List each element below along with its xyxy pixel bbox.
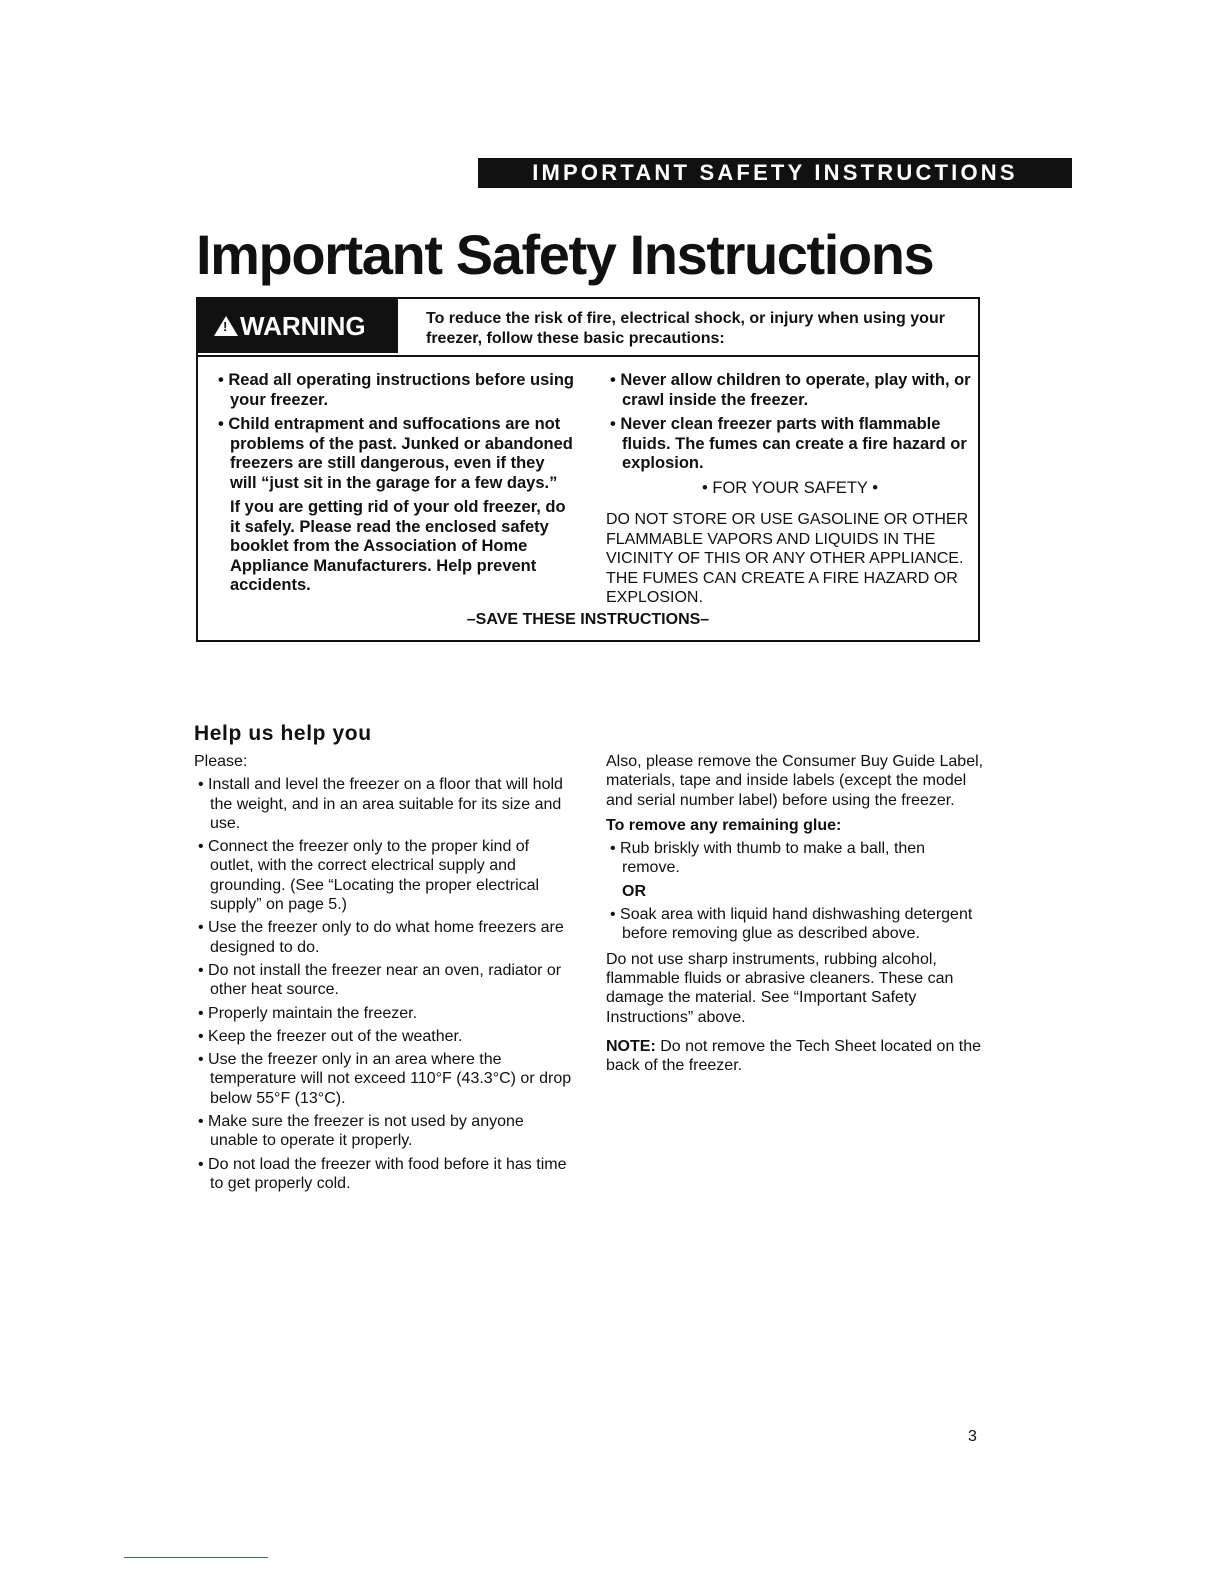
help-item: • Properly maintain the freezer.	[198, 1004, 418, 1022]
warning-label-text: WARNING	[240, 311, 366, 341]
page-number: 3	[968, 1428, 977, 1445]
help-item: • Do not load the freezer with food before it has time to get properly cold.	[198, 1155, 567, 1192]
warning-header	[198, 299, 978, 357]
warning-item: • Never clean freezer parts with flammable fluids. The fumes can create a fire hazard or explosion.	[610, 415, 967, 472]
warning-left-column	[214, 371, 574, 601]
glue-item: • Rub briskly with thumb to make a ball, then remove.	[610, 840, 926, 877]
warning-label	[198, 299, 398, 353]
footer-rule	[124, 1557, 268, 1558]
warning-box	[196, 297, 980, 642]
help-item: • Use the freezer only to do what home freezers are designed to do.	[198, 919, 564, 956]
section-header-bar: IMPORTANT SAFETY INSTRUCTIONS	[478, 158, 1072, 188]
note-text: Do not remove the Tech Sheet located on the back of the freezer.	[606, 1037, 982, 1075]
caution-text: Do not use sharp instruments, rubbing alcohol, flammable fluids or abrasive cleaners. These can damage the material. See “Important Safety Instructions” above.	[606, 950, 954, 1026]
help-item: • Connect the freezer only to the proper kind of outlet, with the correct electrical supply and grounding. (See “Locating the proper electrical supply” on page 5.)	[198, 838, 540, 914]
help-item: • Make sure the freezer is not used by anyone unable to operate it properly.	[198, 1113, 524, 1150]
save-instructions-line: –SAVE THESE INSTRUCTIONS–	[466, 611, 710, 628]
or-label: OR	[622, 882, 646, 900]
warning-item: • Child entrapment and suffocations are not problems of the past. Junked or abandoned freezers are still dangerous, even if they will “just sit in the garage for a few days.”	[218, 415, 573, 492]
warning-item: • Read all operating instructions before using your freezer.	[218, 371, 574, 409]
note-paragraph	[606, 1037, 986, 1076]
help-heading: Help us help you	[194, 722, 372, 745]
remove-labels-text: Also, please remove the Consumer Buy Guide Label, materials, tape and inside labels (except the model and serial number label) before using the freezer.	[606, 753, 984, 809]
help-left-column	[194, 752, 574, 1197]
help-item: • Do not install the freezer near an oven, radiator or other heat source.	[198, 961, 562, 999]
help-item: • Keep the freezer out of the weather.	[198, 1027, 463, 1045]
glue-item: • Soak area with liquid hand dishwashing detergent before removing glue as described above.	[610, 906, 973, 943]
help-item: • Use the freezer only in an area where the temperature will not exceed 110°F (43.3°C) or drop below 55°F (13°C).	[198, 1051, 572, 1107]
for-your-safety-text: DO NOT STORE OR USE GASOLINE OR OTHER FLAMMABLE VAPORS AND LIQUIDS IN THE VICINITY OF THIS OR ANY OTHER APPLIANCE. THE FUMES CAN CREATE A FIRE HAZARD OR EXPLOSION.	[606, 511, 969, 606]
page-title: Important Safety Instructions	[196, 223, 934, 286]
glue-heading: To remove any remaining glue:	[606, 816, 842, 834]
note-label: NOTE:	[606, 1037, 656, 1055]
for-your-safety-heading: • FOR YOUR SAFETY •	[702, 478, 878, 497]
warning-triangle-icon	[214, 316, 238, 336]
warning-intro: To reduce the risk of fire, electrical shock, or injury when using your freezer, follow these basic precautions:	[426, 310, 945, 347]
help-right-column	[606, 752, 986, 1079]
warning-followup: If you are getting rid of your old freezer, do it safely. Please read the enclosed safety booklet from the Association of Home Appliance Manufacturers. Help prevent accidents.	[230, 498, 566, 594]
help-item: • Install and level the freezer on a floor that will hold the weight, and in an area suitable for its size and use.	[198, 776, 563, 832]
warning-right-column	[606, 371, 974, 613]
please-label: Please:	[194, 753, 248, 770]
warning-item: • Never allow children to operate, play with, or crawl inside the freezer.	[610, 371, 971, 409]
